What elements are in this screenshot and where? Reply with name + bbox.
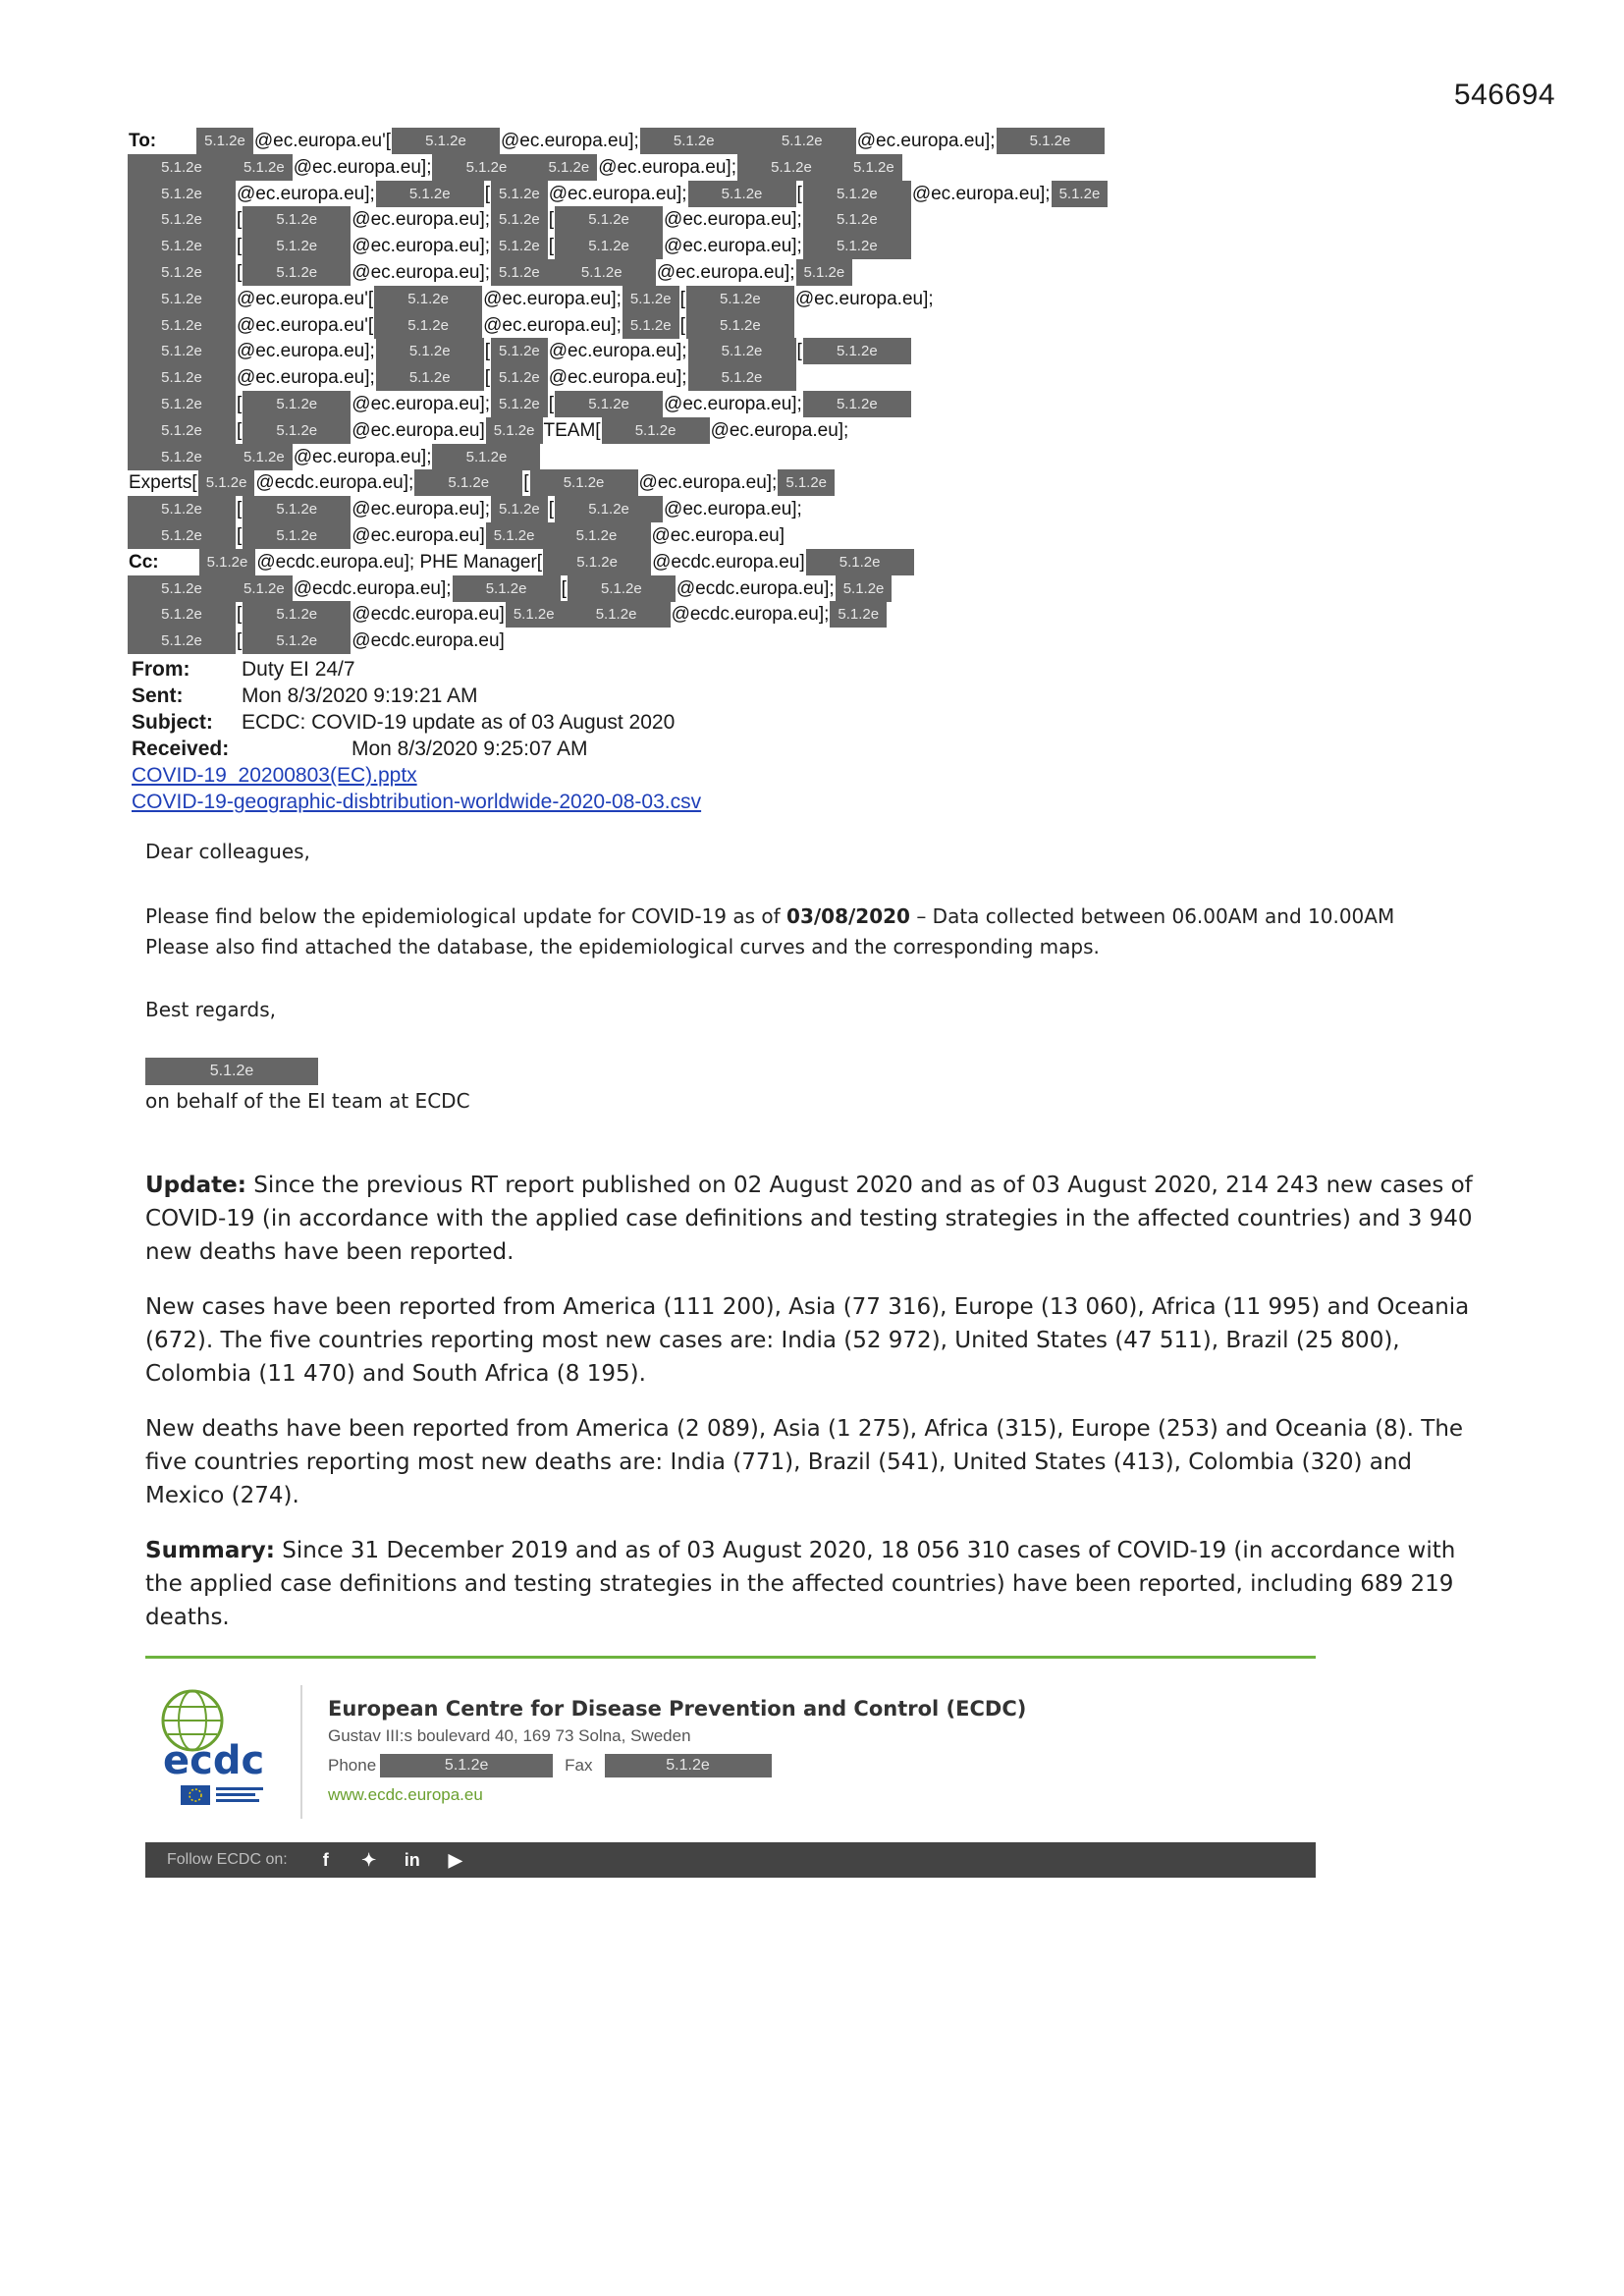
redaction-block: 5.1.2e <box>198 469 255 496</box>
facebook-icon[interactable]: f <box>322 1849 329 1870</box>
redaction-block: 5.1.2e <box>128 286 236 312</box>
recipient-row <box>128 628 1502 654</box>
recipient-address: @ec.europa.eu]; <box>237 183 375 204</box>
summary-text: Since 31 December 2019 and as of 03 August 2020, 18 056 310 cases of COVID-19 (in accordance with the applied case definitions and testing strategies in the affected countries) have been reported, including 689 219 deaths. <box>145 1538 1456 1630</box>
recipient-address: @ec.europa.eu]; <box>664 499 802 520</box>
redaction-block: 5.1.2e <box>243 522 351 549</box>
deaths-paragraph: New deaths have been reported from America (2 089), Asia (1 275), Africa (315), Europe (253) and Oceania (8). The five countries reporting most new deaths are: India (771), Brazil (541), United States (413), Colombia (320) and Mexico (274). <box>145 1416 1464 1508</box>
redaction-block: 5.1.2e <box>778 469 835 496</box>
recipient-address: @ec.europa.eu]; <box>293 156 432 178</box>
recipient-address: @ec.europa.eu] <box>352 525 485 546</box>
behalf-text: on behalf of the EI team at ECDC <box>145 1089 470 1113</box>
redaction-block: 5.1.2e <box>486 522 543 549</box>
recipient-address: @ecdc.europa.eu]; <box>671 604 830 626</box>
recipient-tokens <box>128 549 1502 575</box>
redaction-block: 5.1.2e <box>128 417 236 444</box>
received-value: Mon 8/3/2020 9:25:07 AM <box>352 738 588 760</box>
update-label: Update: <box>145 1173 246 1198</box>
recipient-row <box>128 575 1502 602</box>
greeting: Dear colleagues, <box>145 840 310 863</box>
recipient-tokens <box>128 628 1502 654</box>
recipient-address: @ec.europa.eu]; <box>548 183 687 204</box>
recipient-row <box>128 549 1502 575</box>
follow-label: Follow ECDC on: <box>167 1851 288 1868</box>
recipient-address: @ec.europa.eu]; <box>664 209 802 231</box>
redaction-block: 5.1.2e <box>128 601 236 628</box>
recipient-row <box>128 154 1502 181</box>
recipient-address: @ecdc.europa.eu] <box>352 604 505 626</box>
redaction-block: 5.1.2e <box>236 575 293 602</box>
redaction-block: 5.1.2e <box>491 181 548 207</box>
redaction-block: 5.1.2e <box>128 312 236 339</box>
redaction-block: 5.1.2e <box>530 469 638 496</box>
recipient-address: @ec.europa.eu]; <box>352 262 491 283</box>
redaction-block: 5.1.2e <box>491 206 548 233</box>
recipient-tokens <box>128 444 1502 470</box>
redaction-block: 5.1.2e <box>128 522 236 549</box>
redaction-block: 5.1.2e <box>491 338 548 364</box>
org-name: European Centre for Disease Prevention and Control (ECDC) <box>328 1697 1027 1721</box>
recipient-row <box>128 522 1502 549</box>
intro-paragraph <box>145 902 1490 962</box>
redaction-block: 5.1.2e <box>374 286 482 312</box>
recipient-row <box>128 312 1502 339</box>
recipient-address: @ecdc.europa.eu]; <box>676 577 835 599</box>
recipient-address: @ec.europa.eu]; <box>352 236 491 257</box>
redaction-block: 5.1.2e <box>845 154 902 181</box>
redaction-block: 5.1.2e <box>128 628 236 654</box>
redaction-block: 5.1.2e <box>491 391 548 417</box>
fax-label: Fax <box>565 1756 593 1775</box>
redaction-block: 5.1.2e <box>243 259 351 286</box>
recipient-address: @ec.europa.eu]; <box>598 156 736 178</box>
document-id: 546694 <box>1453 79 1555 111</box>
redaction-block: 5.1.2e <box>543 522 651 549</box>
redaction-block: 5.1.2e <box>491 259 548 286</box>
recipient-address: @ec.europa.eu]; <box>548 341 687 362</box>
redaction-block: 5.1.2e <box>640 128 748 154</box>
recipient-tokens <box>128 601 1502 628</box>
recipient-address: [ <box>484 367 491 389</box>
recipient-address: [ <box>548 499 555 520</box>
phone-label: Phone <box>328 1756 377 1775</box>
ecdc-signature <box>145 1669 1316 1846</box>
attachment-link-csv[interactable]: COVID-19-geographic-disbtribution-worldwide-2020-08-03.csv <box>132 791 702 813</box>
recipient-address: @ec.europa.eu]; <box>656 262 795 283</box>
recipient-address: @ec.europa.eu]; <box>293 446 432 467</box>
recipient-tokens <box>128 128 1502 154</box>
email-meta <box>132 656 701 815</box>
recipient-address: @ec.europa.eu]; <box>352 499 491 520</box>
recipient-address: @ec.europa.eu]; <box>483 314 622 336</box>
recipient-address: @ecdc.europa.eu] <box>652 551 805 573</box>
summary-paragraph <box>145 1534 1490 1634</box>
redaction-block: 5.1.2e <box>1052 181 1109 207</box>
recipient-tokens <box>128 338 1502 364</box>
recipient-row <box>128 286 1502 312</box>
redaction-block: 5.1.2e <box>568 575 676 602</box>
org-address: Gustav III:s boulevard 40, 169 73 Solna, Sweden <box>328 1726 691 1745</box>
redaction-block: 5.1.2e <box>128 338 236 364</box>
recipient-address: [ <box>237 262 243 283</box>
recipient-address: @ec.europa.eu] <box>651 525 785 546</box>
redaction-block: 5.1.2e <box>432 154 540 181</box>
redaction-block: 5.1.2e <box>243 391 351 417</box>
recipient-address: @ec.europa.eu'[ <box>237 314 374 336</box>
recipient-row <box>128 181 1502 207</box>
recipient-address: [ <box>237 604 243 626</box>
redaction-block: 5.1.2e <box>374 312 482 339</box>
recipient-address: @ec.europa.eu]; <box>237 341 375 362</box>
subject-value: ECDC: COVID-19 update as of 03 August 2020 <box>242 711 676 734</box>
recipient-tokens <box>128 181 1502 207</box>
redaction-block: 5.1.2e <box>376 181 484 207</box>
redaction-block: 5.1.2e <box>803 233 911 259</box>
recipient-address: @ec.europa.eu]; <box>794 288 934 309</box>
recipient-address: @ec.europa.eu'[ <box>253 131 391 151</box>
recipient-address: @ec.europa.eu]; <box>911 183 1051 204</box>
recipient-tokens <box>128 233 1502 259</box>
redaction-block: 5.1.2e <box>836 575 893 602</box>
recipient-address: @ec.europa.eu]; <box>548 367 687 389</box>
sent-row <box>132 683 701 709</box>
recipient-address: [ <box>237 525 243 546</box>
redaction-block: 5.1.2e <box>623 312 679 339</box>
redaction-block: 5.1.2e <box>432 444 540 470</box>
recipient-address: [ <box>679 288 685 309</box>
redaction-block: 5.1.2e <box>243 496 351 522</box>
signature-vertical-divider <box>300 1685 302 1819</box>
recipient-tokens <box>128 154 1502 181</box>
signature-redaction: 5.1.2e <box>145 1058 318 1085</box>
recipient-row <box>128 206 1502 233</box>
redaction-block: 5.1.2e <box>803 206 911 233</box>
redaction-block: 5.1.2e <box>128 444 236 470</box>
redaction-block: 5.1.2e <box>602 417 710 444</box>
redaction-block: 5.1.2e <box>243 417 351 444</box>
redaction-block: 5.1.2e <box>196 128 253 154</box>
recipient-tokens <box>128 522 1502 549</box>
recipient-tokens <box>128 286 1502 312</box>
recipient-tokens <box>128 206 1502 233</box>
org-website-link[interactable]: www.ecdc.europa.eu <box>328 1785 483 1804</box>
recipient-address: Experts[ <box>129 472 197 494</box>
recipient-address: TEAM[ <box>543 419 601 441</box>
recipient-address: [ <box>484 341 491 362</box>
recipient-row <box>128 469 1502 496</box>
intro-post: – Data collected between 06.00AM and 10.00AM <box>909 904 1395 928</box>
redaction-block: 5.1.2e <box>128 206 236 233</box>
linkedin-icon[interactable]: in <box>404 1849 420 1870</box>
recipient-address: [ <box>548 236 555 257</box>
from-value: Duty EI 24/7 <box>242 658 355 681</box>
recipient-address: [ <box>237 499 243 520</box>
redaction-block: 5.1.2e <box>243 601 351 628</box>
redaction-block: 5.1.2e <box>128 259 236 286</box>
recipient-row <box>128 259 1502 286</box>
redaction-block: 5.1.2e <box>486 417 543 444</box>
redaction-block: 5.1.2e <box>491 496 548 522</box>
recipient-address: @ec.europa.eu]; <box>352 394 491 414</box>
org-contact <box>328 1754 772 1777</box>
summary-label: Summary: <box>145 1538 275 1563</box>
redaction-block: 5.1.2e <box>506 601 563 628</box>
redaction-block: 5.1.2e <box>830 601 887 628</box>
subject-label: Subject: <box>132 711 213 734</box>
redaction-block: 5.1.2e <box>376 364 484 391</box>
recipient-address: [ <box>796 341 802 362</box>
recipient-address: [ <box>237 630 243 652</box>
update-paragraph <box>145 1169 1490 1269</box>
signature-block <box>145 1058 1490 1085</box>
redaction-block: 5.1.2e <box>243 233 351 259</box>
redaction-block: 5.1.2e <box>548 259 656 286</box>
subject-row <box>132 709 701 736</box>
recipient-address: @ec.europa.eu]; <box>664 394 802 414</box>
redaction-block: 5.1.2e <box>543 549 651 575</box>
recipient-address: [ <box>237 236 243 257</box>
recipient-tokens <box>128 575 1502 602</box>
recipient-row <box>128 601 1502 628</box>
redaction-block: 5.1.2e <box>128 496 236 522</box>
redaction-block: 5.1.2e <box>997 128 1105 154</box>
redaction-block: 5.1.2e <box>563 601 671 628</box>
redaction-block: 5.1.2e <box>555 233 663 259</box>
intro-pre: Please find below the epidemiological update for COVID-19 as of <box>145 904 787 928</box>
recipient-address: @ec.europa.eu]; <box>500 131 639 151</box>
redaction-block: 5.1.2e <box>796 259 853 286</box>
redaction-block: 5.1.2e <box>243 206 351 233</box>
recipient-address: [ <box>548 209 555 231</box>
sent-value: Mon 8/3/2020 9:19:21 AM <box>242 684 478 707</box>
recipient-row <box>128 444 1502 470</box>
intro-date: 03/08/2020 <box>786 904 910 928</box>
redaction-block: 5.1.2e <box>128 233 236 259</box>
recipient-tokens <box>128 364 1502 391</box>
recipient-address: [ <box>237 419 243 441</box>
redaction-block: 5.1.2e <box>376 338 484 364</box>
recipient-tokens <box>128 312 1502 339</box>
redaction-block: 5.1.2e <box>555 391 663 417</box>
recipient-address: @ecdc.europa.eu] <box>352 630 505 652</box>
cases-paragraph: New cases have been reported from America (111 200), Asia (77 316), Europe (13 060), Africa (11 995) and Oceania (672). The five countries reporting most new cases are: India (52 972), United States (47 511), Brazil (25 800), Colombia (11 470) and South Africa (8 195). <box>145 1294 1470 1387</box>
recipient-row <box>128 128 1502 154</box>
ecdc-logo <box>151 1683 289 1811</box>
recipient-address: [ <box>237 209 243 231</box>
redaction-block: 5.1.2e <box>128 364 236 391</box>
recipient-label: Cc: <box>129 551 159 573</box>
redaction-block: 5.1.2e <box>491 233 548 259</box>
redaction-block: 5.1.2e <box>236 154 293 181</box>
update-text: Since the previous RT report published on 02 August 2020 and as of 03 August 2020, 214 243 new cases of COVID-19 (in accordance with the applied case definitions and testing strategies in the affected countries) and 3 940 new deaths have been reported. <box>145 1173 1473 1265</box>
signature-divider-rule <box>145 1656 1316 1659</box>
social-bar <box>145 1842 1316 1878</box>
redaction-block: 5.1.2e <box>688 338 796 364</box>
redaction-block: 5.1.2e <box>491 364 548 391</box>
recipient-tokens <box>128 259 1502 286</box>
recipient-row <box>128 417 1502 444</box>
redaction-block: 5.1.2e <box>555 206 663 233</box>
redaction-block: 5.1.2e <box>623 286 679 312</box>
recipient-tokens <box>128 417 1502 444</box>
recipient-row <box>128 496 1502 522</box>
recipient-address: @ec.europa.eu]; <box>237 367 375 389</box>
redaction-block: 5.1.2e <box>688 364 796 391</box>
redaction-block: 5.1.2e <box>748 128 856 154</box>
fax-redaction: 5.1.2e <box>605 1754 772 1777</box>
recipient-address: @ec.europa.eu]; <box>710 419 849 441</box>
from-row <box>132 656 701 683</box>
redaction-block: 5.1.2e <box>128 391 236 417</box>
recipient-address: @ecdc.europa.eu]; <box>293 577 452 599</box>
regards: Best regards, <box>145 998 277 1021</box>
received-label: Received: <box>132 738 230 760</box>
youtube-icon[interactable]: ▶ <box>448 1849 462 1870</box>
recipient-address: @ecdc.europa.eu]; PHE Manager[ <box>256 551 543 573</box>
redaction-block: 5.1.2e <box>414 469 522 496</box>
recipient-address: [ <box>561 577 567 599</box>
from-label: From: <box>132 658 190 681</box>
redaction-block: 5.1.2e <box>128 575 236 602</box>
recipient-address: @ec.europa.eu] <box>352 419 485 441</box>
recipient-address: @ecdc.europa.eu]; <box>255 472 414 494</box>
redaction-block: 5.1.2e <box>686 286 794 312</box>
recipient-address: @ec.europa.eu]; <box>483 288 622 309</box>
recipient-address: [ <box>484 183 491 204</box>
redaction-block: 5.1.2e <box>199 549 256 575</box>
intro-line-2: Please also find attached the database, the epidemiological curves and the corresponding maps. <box>145 935 1100 958</box>
redaction-block: 5.1.2e <box>540 154 597 181</box>
redaction-block: 5.1.2e <box>688 181 796 207</box>
twitter-icon[interactable]: ✦ <box>361 1849 377 1870</box>
redaction-block: 5.1.2e <box>555 496 663 522</box>
recipient-address: [ <box>796 183 802 204</box>
recipient-label: To: <box>129 131 157 151</box>
recipient-address: @ec.europa.eu]; <box>664 236 802 257</box>
recipient-address: [ <box>679 314 685 336</box>
recipient-address: @ec.europa.eu]; <box>856 131 996 151</box>
recipient-address: [ <box>523 472 529 494</box>
recipient-address: [ <box>237 394 243 414</box>
recipient-address: @ec.europa.eu]; <box>638 472 778 494</box>
recipient-tokens <box>128 391 1502 417</box>
recipient-row <box>128 364 1502 391</box>
recipient-row <box>128 233 1502 259</box>
redaction-block: 5.1.2e <box>392 128 500 154</box>
redaction-block: 5.1.2e <box>806 549 914 575</box>
redaction-block: 5.1.2e <box>803 338 911 364</box>
redaction-block: 5.1.2e <box>128 154 236 181</box>
redaction-block: 5.1.2e <box>803 391 911 417</box>
received-row <box>132 736 701 762</box>
redaction-block: 5.1.2e <box>128 181 236 207</box>
redaction-block: 5.1.2e <box>737 154 845 181</box>
sent-label: Sent: <box>132 684 184 707</box>
phone-redaction: 5.1.2e <box>380 1754 553 1777</box>
recipient-address: [ <box>548 394 555 414</box>
recipient-tokens <box>128 469 1502 496</box>
recipient-row <box>128 338 1502 364</box>
logo-wordmark: ecdc <box>163 1738 265 1783</box>
redaction-block: 5.1.2e <box>453 575 561 602</box>
redaction-block: 5.1.2e <box>236 444 293 470</box>
recipient-address: @ec.europa.eu]; <box>352 209 491 231</box>
recipient-row <box>128 391 1502 417</box>
redaction-block: 5.1.2e <box>686 312 794 339</box>
attachment-link-pptx[interactable]: COVID-19_20200803(EC).pptx <box>132 764 417 787</box>
redaction-block: 5.1.2e <box>803 181 911 207</box>
intro-line-1 <box>145 902 1490 932</box>
recipient-address: @ec.europa.eu'[ <box>237 288 374 309</box>
recipient-tokens <box>128 496 1502 522</box>
redaction-block: 5.1.2e <box>243 628 351 654</box>
